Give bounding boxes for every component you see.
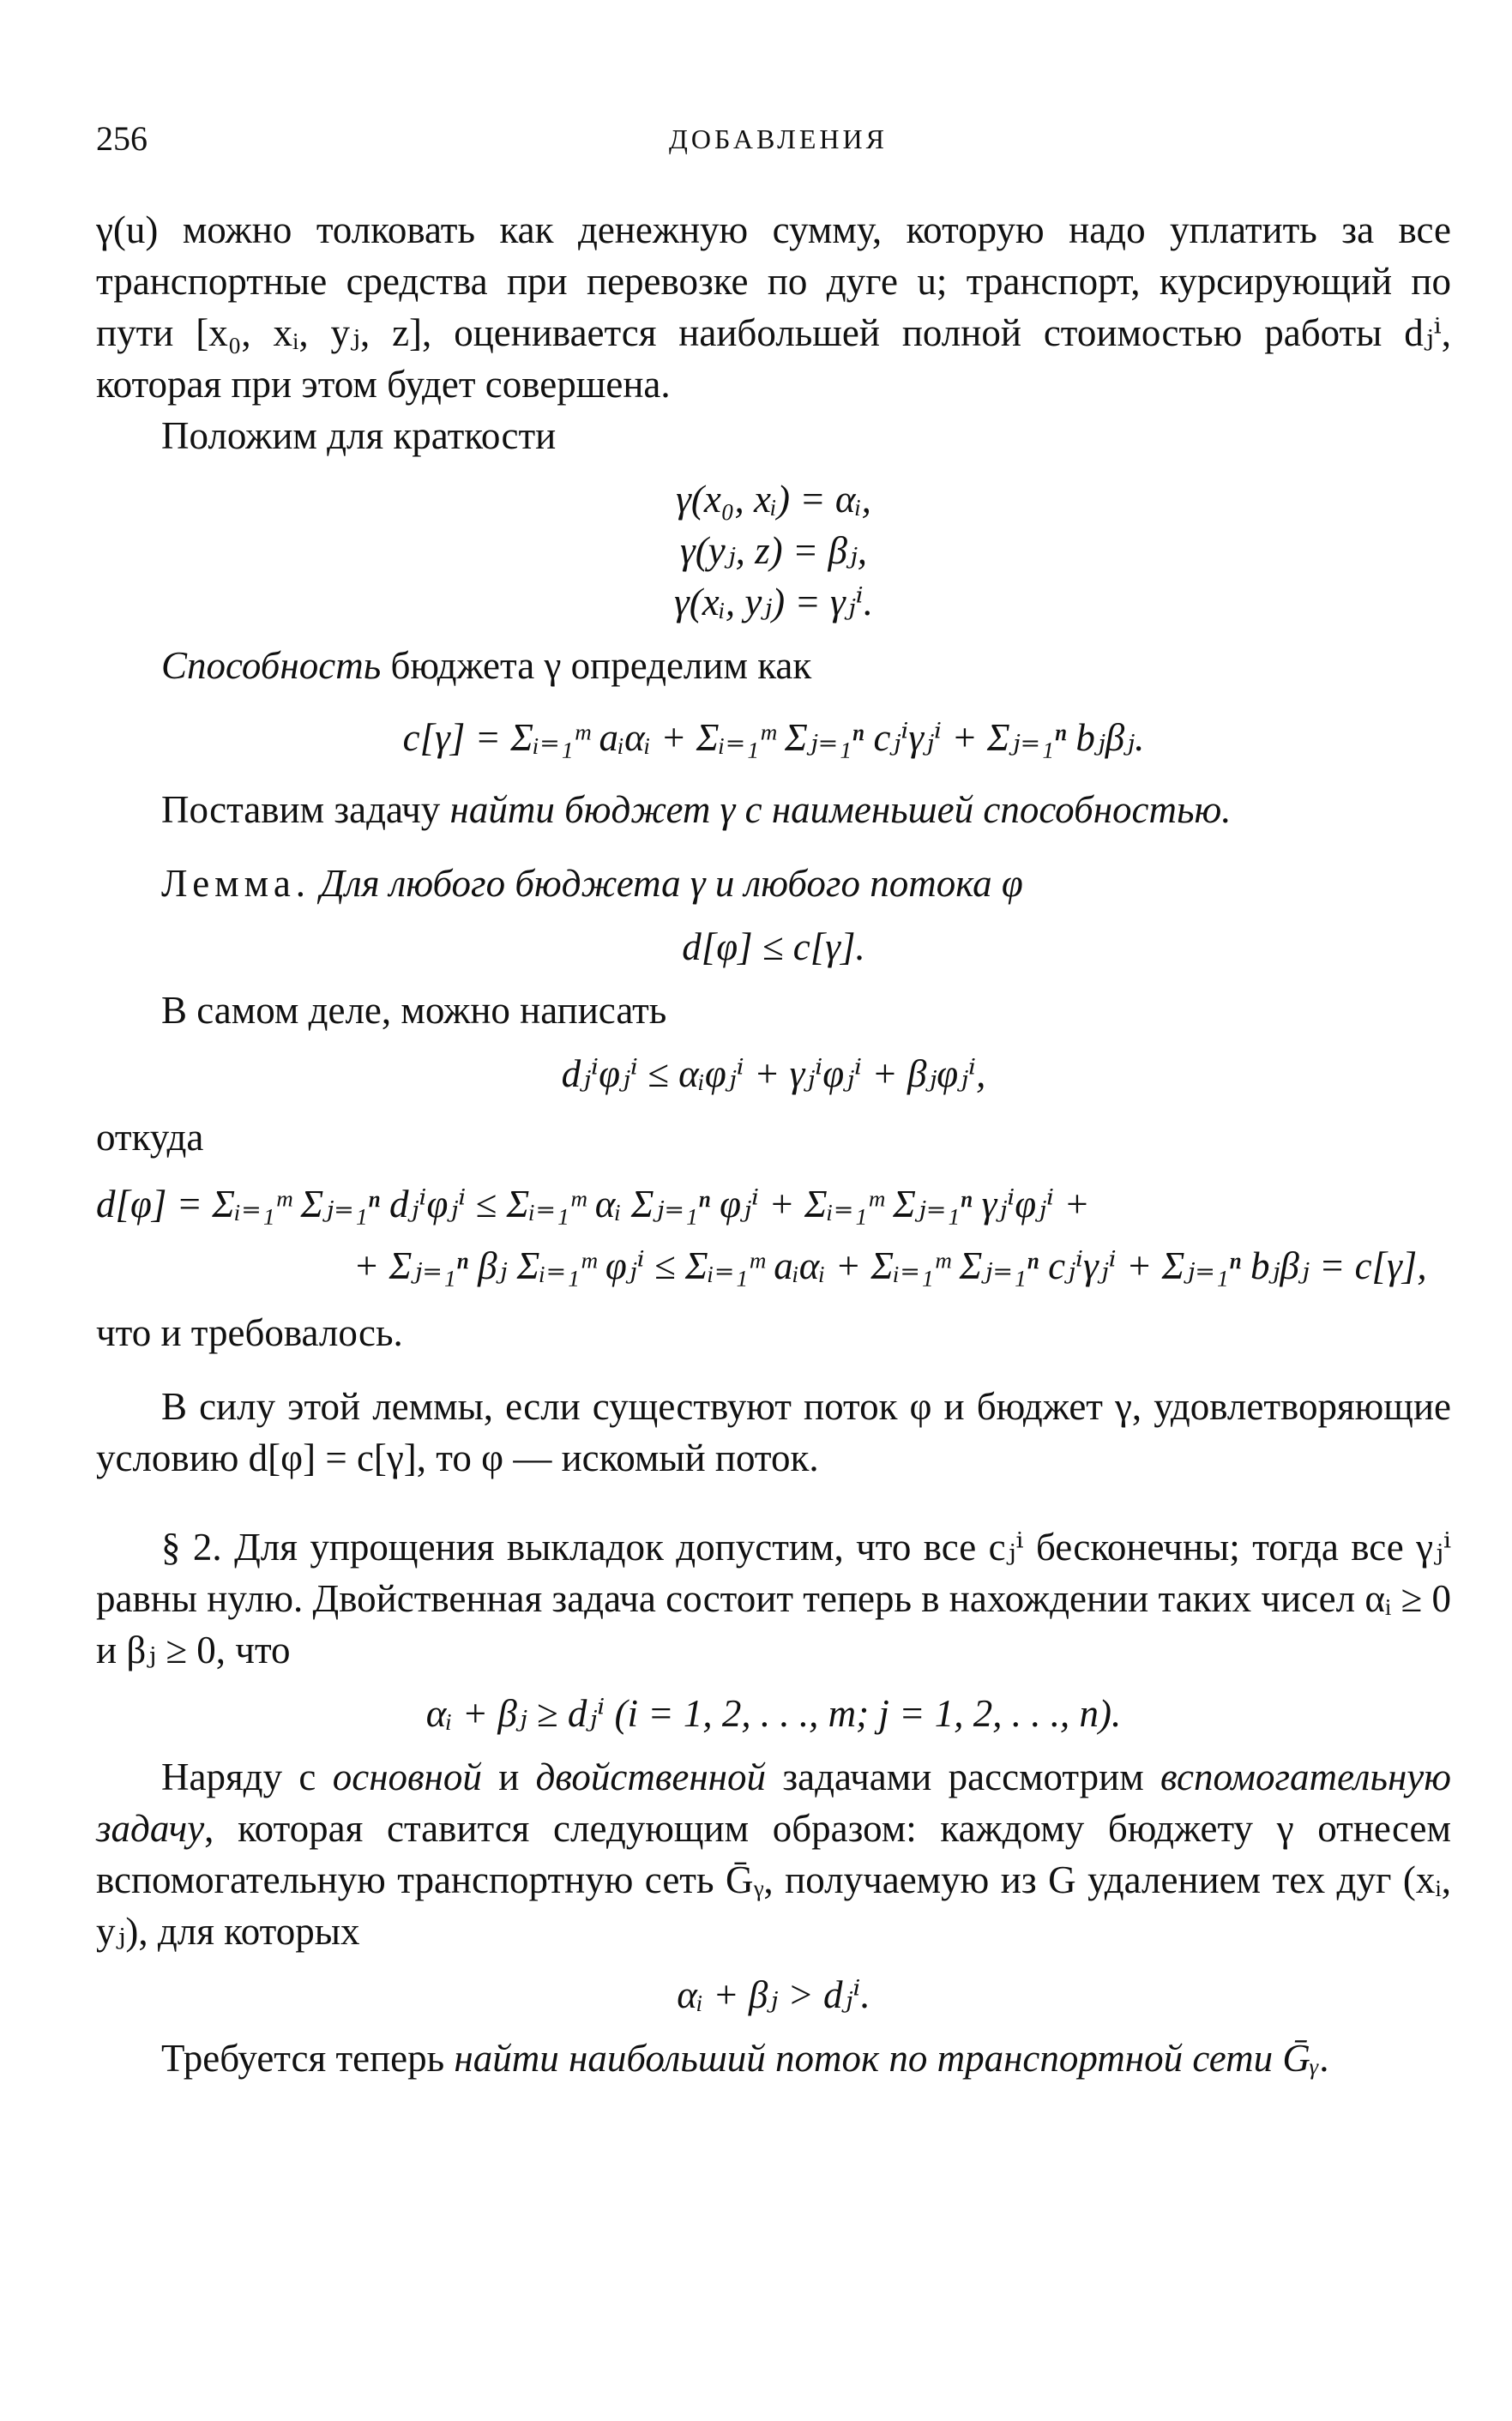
- paragraph-qed: что и требовалось.: [96, 1311, 403, 1354]
- capacity-formula: c[γ] = Σᵢ₌₁ᵐ aᵢαᵢ + Σᵢ₌₁ᵐ Σⱼ₌₁ⁿ cⱼⁱγⱼⁱ + Σⱼ₌₁ⁿ bⱼβⱼ.: [402, 716, 1145, 759]
- paragraph-whence: откуда: [96, 1116, 204, 1159]
- problem-statement-italic: найти бюджет γ с наименьшей способностью.: [449, 788, 1232, 831]
- paragraph-max-flow-requirement: Требуется теперь найти наибольший поток по транспортной сети Ḡᵧ.: [161, 2037, 1329, 2080]
- lemma-statement: Для любого бюджета γ и любого потока φ: [310, 862, 1023, 905]
- proof-chain-line-2: + Σⱼ₌₁ⁿ βⱼ Σᵢ₌₁ᵐ φⱼⁱ ≤ Σᵢ₌₁ᵐ aᵢαᵢ + Σᵢ₌₁ᵐ Σⱼ₌₁ⁿ cⱼⁱγⱼⁱ + Σⱼ₌₁ⁿ bⱼβⱼ = c[γ],: [353, 1244, 1427, 1287]
- term-capacity: Способность: [161, 644, 382, 687]
- proof-inequality: dⱼⁱφⱼⁱ ≤ αᵢφⱼⁱ + γⱼⁱφⱼⁱ + βⱼφⱼⁱ,: [561, 1052, 986, 1095]
- proof-chain-line-1: d[φ] = Σᵢ₌₁ᵐ Σⱼ₌₁ⁿ dⱼⁱφⱼⁱ ≤ Σᵢ₌₁ᵐ αᵢ Σⱼ₌₁ⁿ φⱼⁱ + Σᵢ₌₁ᵐ Σⱼ₌₁ⁿ γⱼⁱφⱼⁱ +: [96, 1183, 1090, 1226]
- lemma: [96, 858, 1451, 909]
- paragraph-notation-intro: Положим для краткости: [161, 414, 557, 457]
- paragraph-capacity-definition: Способность бюджета γ определим как: [161, 644, 812, 687]
- paragraph-auxiliary-problem: Наряду с основной и двойственной задачами рассмотрим вспомогательную задачу, которая ставится следующим образом: каждому бюджету γ отнесем вспомогательную транспортную сеть Ḡᵧ, получаемую из G удалением тех дуг (xᵢ, yⱼ), для которых: [96, 1756, 1451, 1953]
- lemma-label: Лемма.: [161, 862, 311, 905]
- paragraph-problem-statement: Поставим задачу найти бюджет γ с наименьшей способностью.: [161, 788, 1232, 831]
- equation-gamma: γ(xᵢ, yⱼ) = γⱼⁱ.: [674, 581, 873, 623]
- notation-equations: [96, 473, 1451, 628]
- paragraph-lemma-consequence: В силу этой леммы, если существуют поток φ и бюджет γ, удовлетворяющие условию d[φ] = c[γ], то φ — искомый поток.: [96, 1385, 1451, 1479]
- paragraph-budget-interpretation: γ(u) можно толковать как денежную сумму, которую надо уплатить за все транспортные средства при перевозке по дуге u; транспорт, курсирующий по пути [x₀, xᵢ, yⱼ, z], оценивается наибольшей полной стоимостью работы dⱼⁱ, которая при этом будет совершена.: [96, 208, 1451, 406]
- removed-arcs-condition: αᵢ + βⱼ > dⱼⁱ.: [677, 1973, 870, 2016]
- equation-alpha: γ(x₀, xᵢ) = αᵢ,: [676, 478, 871, 521]
- paragraph-proof-start: В самом деле, можно написать: [161, 989, 667, 1032]
- paragraph-section-2: § 2. Для упрощения выкладок допустим, что все cⱼⁱ бесконечны; тогда все γⱼⁱ равны нулю. Двойственная задача состоит теперь в нахождении таких чисел αᵢ ≥ 0 и βⱼ ≥ 0, что: [96, 1526, 1451, 1671]
- equation-beta: γ(yⱼ, z) = βⱼ,: [680, 529, 867, 572]
- page-body: [96, 204, 1451, 2084]
- lemma-inequality: d[φ] ≤ c[γ].: [682, 925, 865, 968]
- running-head: ДОБАВЛЕНИЯ: [669, 123, 888, 154]
- dual-constraints: αᵢ + βⱼ ≥ dⱼⁱ (i = 1, 2, . . ., m; j = 1, 2, . . ., n).: [425, 1692, 1122, 1735]
- page-header: [96, 118, 1461, 161]
- page-number: 256: [96, 119, 148, 158]
